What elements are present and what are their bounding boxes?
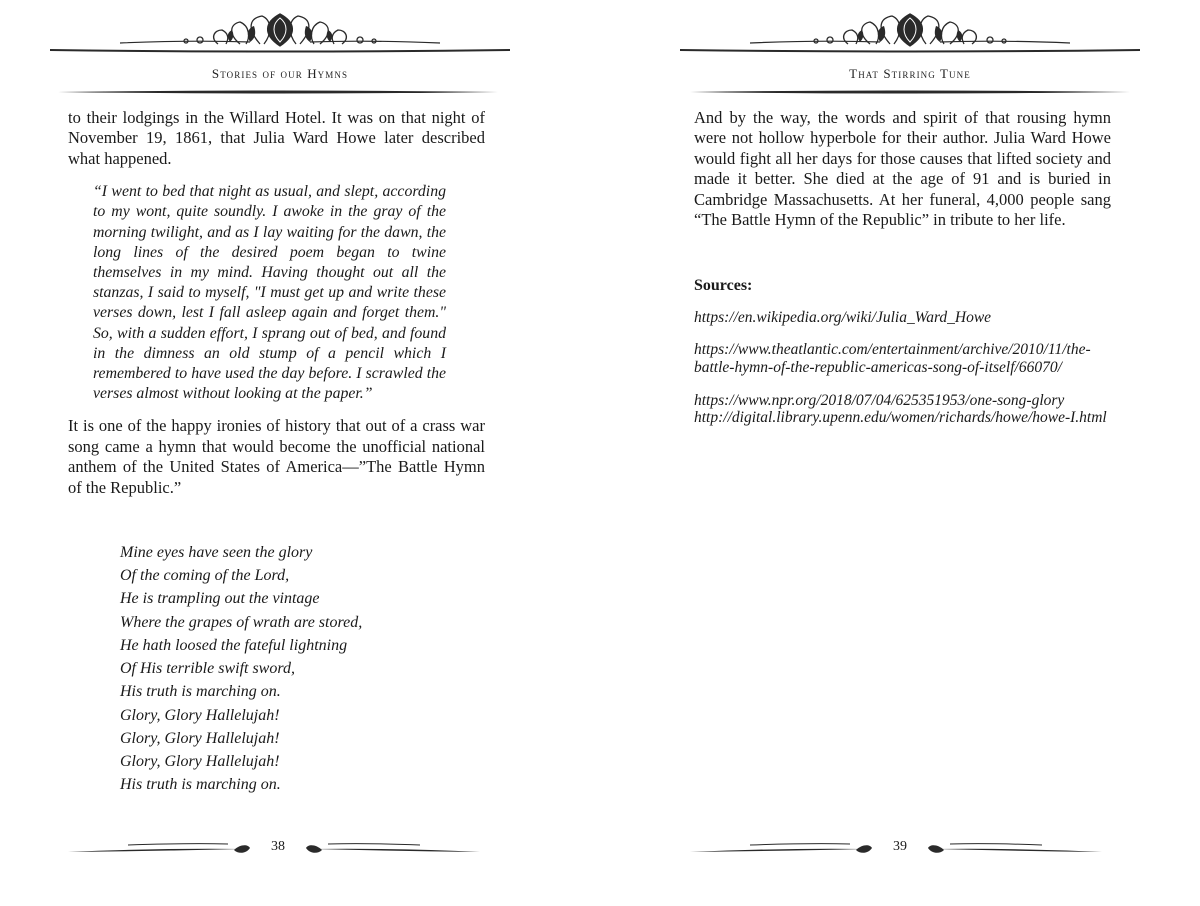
floral-header-ornament-icon — [680, 8, 1140, 58]
body-paragraph: And by the way, the words and spirit of that rousing hymn were not hollow hyperbole for their author. Julia Ward Howe would fight all her days for those causes that lifted society and made it better. She died at the age of 91 and is buried in Cambridge Massachusetts. At her funeral, 4,000 people sang “The Battle Hymn of the Republic” in tribute to her life. — [694, 108, 1111, 230]
source-link[interactable]: https://en.wikipedia.org/wiki/Julia_Ward_Howe — [694, 308, 992, 326]
source-link[interactable]: http://digital.library.upenn.edu/women/richards/howe/howe-I.html — [694, 409, 1107, 427]
hymn-line: Where the grapes of wrath are stored, — [120, 613, 363, 631]
page-number: 38 — [271, 839, 285, 854]
hymn-line: Glory, Glory Hallelujah! — [120, 752, 280, 770]
right-page — [620, 0, 1200, 906]
running-head: Stories of our Hymns — [211, 66, 349, 81]
body-paragraph: to their lodgings in the Willard Hotel. It was on that night of November 19, 1861, that Julia Ward Howe later described what happened. — [68, 108, 485, 168]
right-body-text — [694, 108, 1111, 427]
hymn-line: He is trampling out the vintage — [120, 590, 320, 608]
left-page — [0, 0, 560, 906]
hymn-line: He hath loosed the fateful lightning — [120, 636, 348, 654]
page-number: 39 — [893, 839, 907, 854]
hymn-line: His truth is marching on. — [120, 776, 281, 794]
header-rule — [58, 88, 498, 96]
hymn-line: Mine eyes have seen the glory — [120, 544, 313, 562]
sources-heading: Sources: — [694, 277, 753, 295]
block-quote: “I went to bed that night as usual, and slept, according to my wont, quite soundly. I awoke in the gray of the morning twilight, and as I lay waiting for the dawn, the long lines of the desired poem began to twine themselves in my mind. Having thought out all the stanzas, I said to myself, "I must get up and write these verses down, lest I fall asleep again and forget them." So, with a sudden effort, I sprang out of bed, and found in the dimness an old stump of a pencil which I remembered to have used the day before. I scrawled the verses almost without looking at the paper.” — [93, 183, 446, 403]
page-footer — [68, 834, 488, 864]
hymn-line: Of the coming of the Lord, — [120, 567, 290, 585]
source-link[interactable]: https://www.npr.org/2018/07/04/625351953/one-song-glory — [694, 391, 1065, 409]
header-rule — [690, 88, 1130, 96]
hymn-verse — [120, 541, 485, 796]
floral-header-ornament-icon — [50, 8, 510, 58]
hymn-line: Of His terrible swift sword, — [120, 660, 295, 678]
running-head: That Stirring Tune — [849, 66, 971, 81]
source-link[interactable]: https://www.theatlantic.com/entertainment/archive/2010/11/the-battle-hymn-of-the-republic-americas-song-of-itself/66070/ — [694, 341, 1091, 377]
hymn-line: His truth is marching on. — [120, 683, 281, 701]
body-paragraph: It is one of the happy ironies of history that out of a crass war song came a hymn that would become the unofficial national anthem of the United States of America—”The Battle Hymn of the Republic.” — [68, 416, 485, 497]
left-body-text — [68, 108, 485, 796]
hymn-line: Glory, Glory Hallelujah! — [120, 706, 280, 724]
hymn-line: Glory, Glory Hallelujah! — [120, 729, 280, 747]
page-footer — [690, 834, 1110, 864]
